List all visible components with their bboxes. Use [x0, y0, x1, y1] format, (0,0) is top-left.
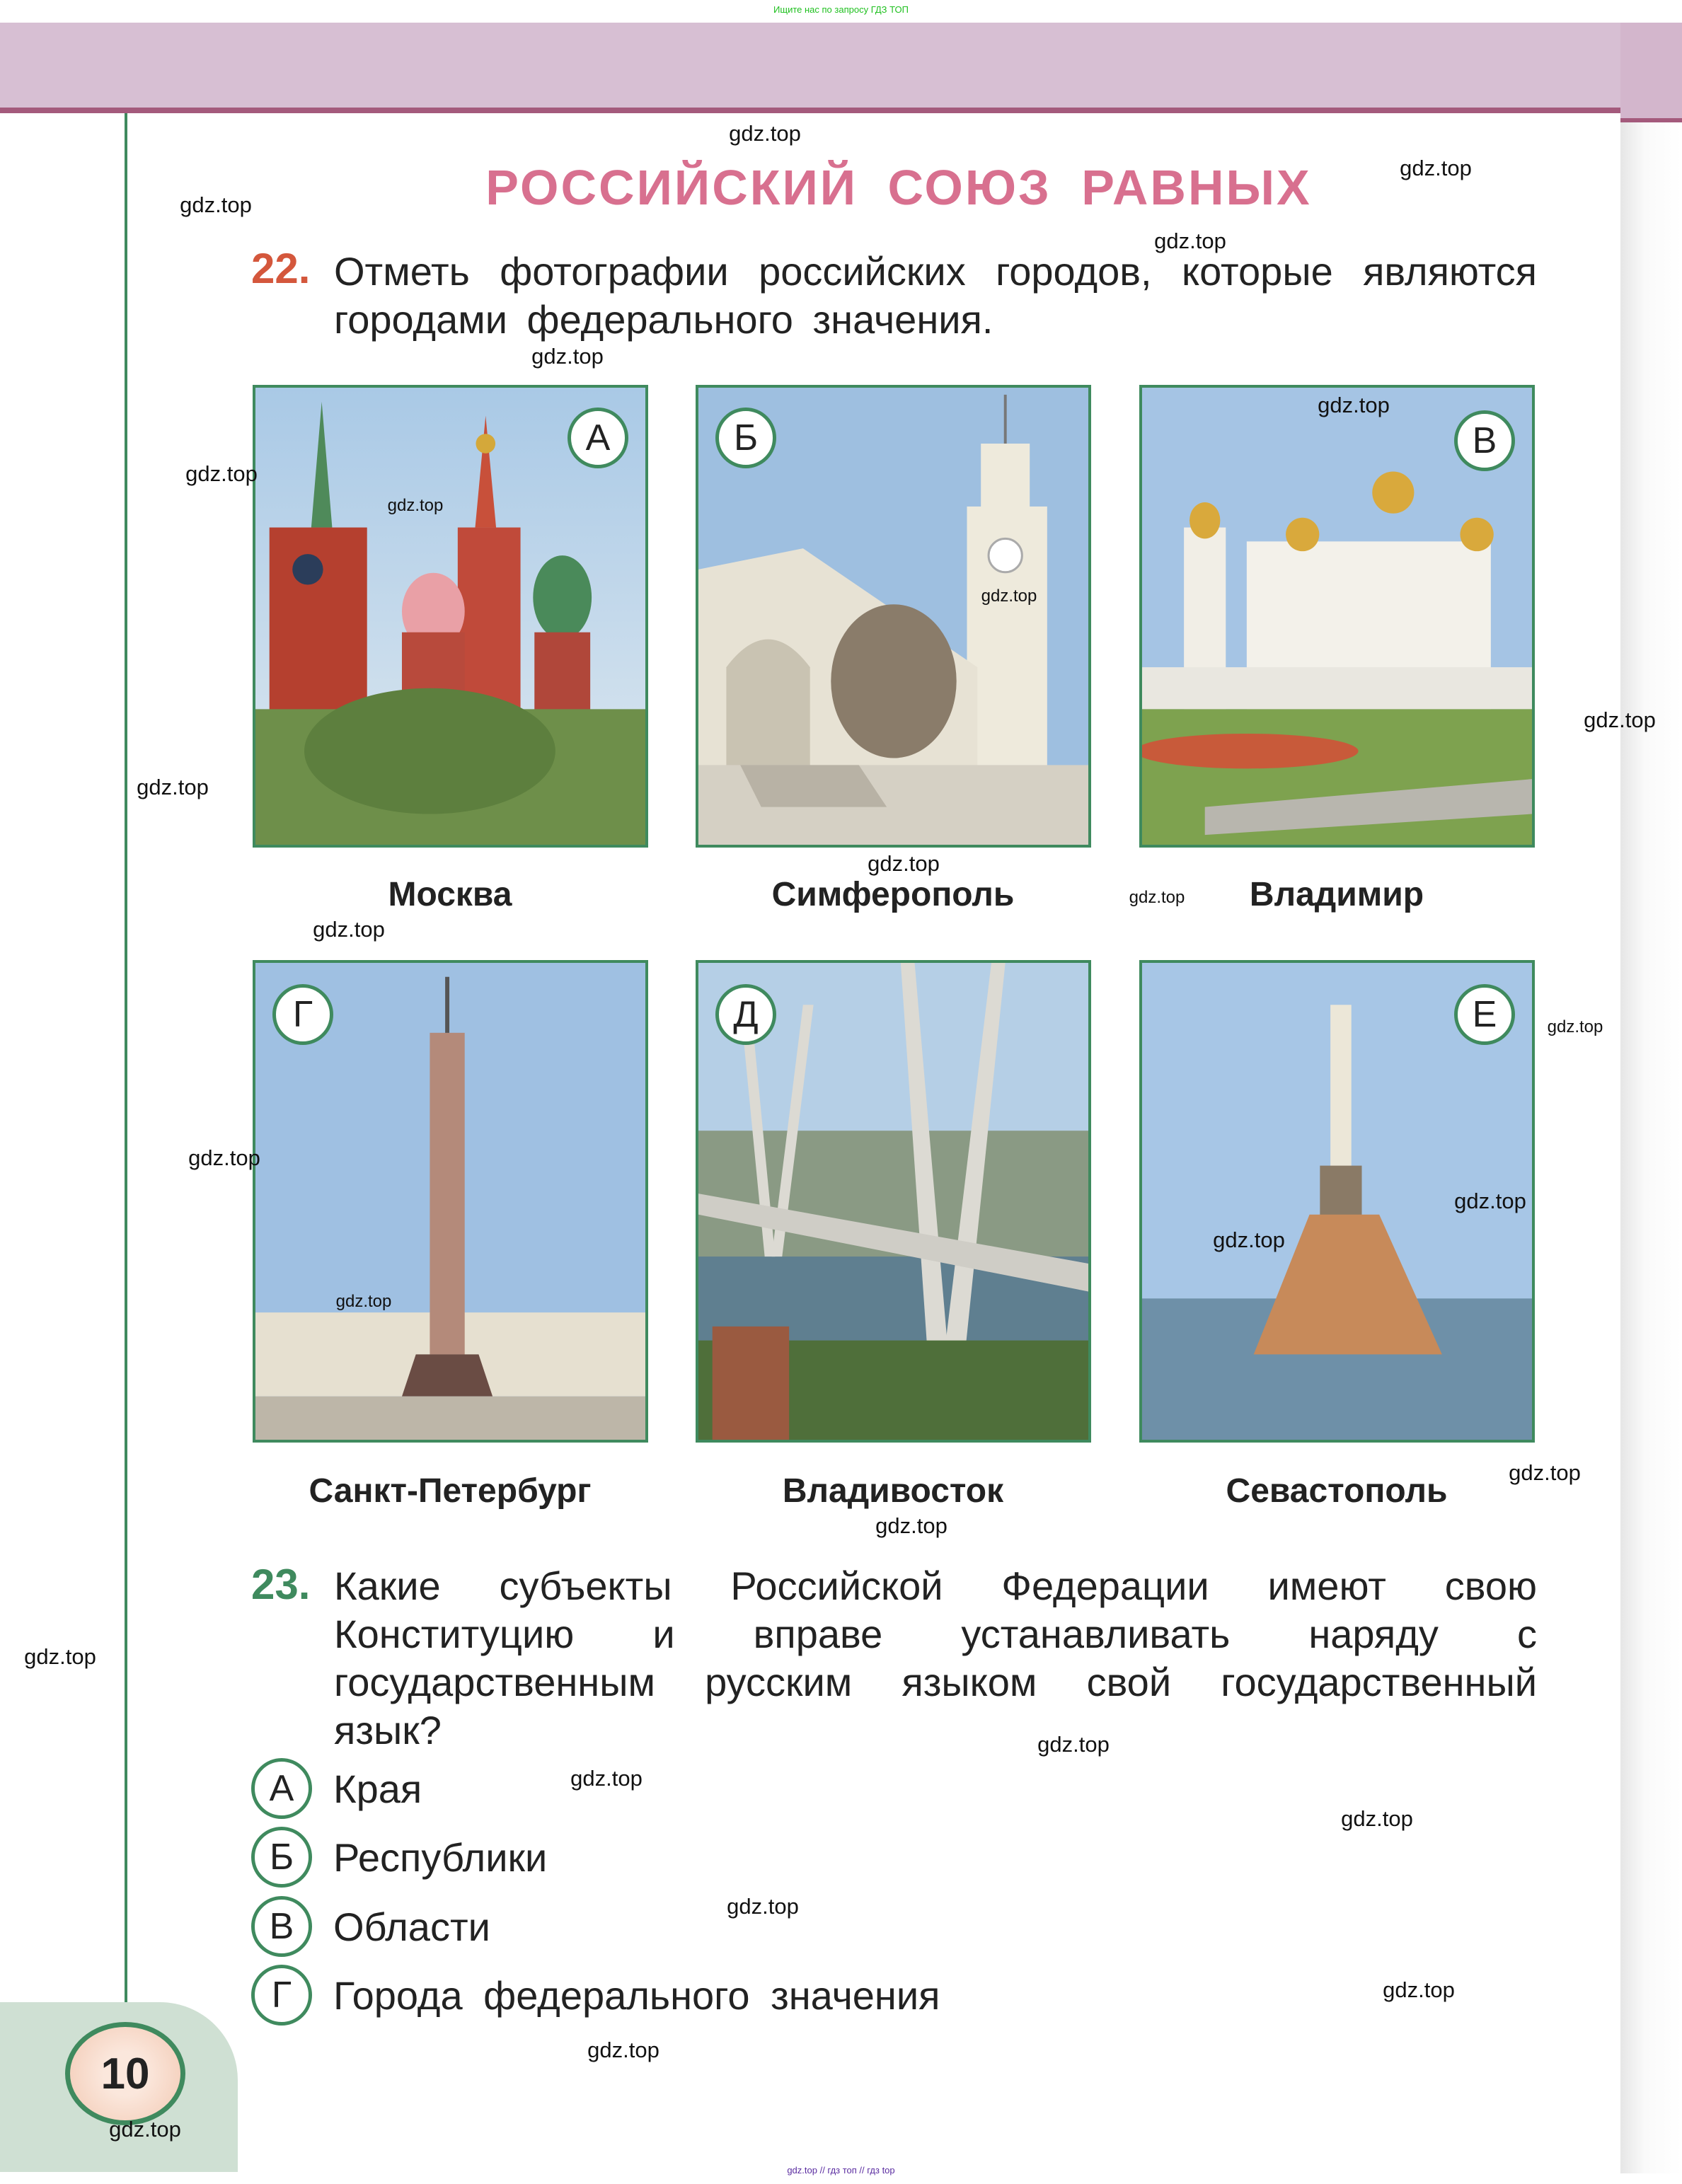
option-g[interactable]	[251, 1965, 940, 2026]
photo-letter-e: Е	[1454, 984, 1515, 1045]
option-g-label: Города федерального значения	[333, 1972, 940, 2018]
watermark: gdz.top	[875, 1513, 947, 1538]
watermark: gdz.top	[137, 775, 209, 799]
photo-simferopol[interactable]	[696, 385, 1091, 848]
page-title: РОССИЙСКИЙ СОЮЗ РАВНЫХ	[485, 160, 1312, 215]
watermark: gdz.top	[868, 851, 940, 876]
question-23-text: Какие субъекты Российской Федерации имеют свою Конституцию и вправе устанавливать наряду с государственным русским языком свой государственный язык?	[334, 1564, 1537, 1752]
watermark: gdz.top	[188, 1145, 260, 1170]
watermark: gdz.top	[24, 1644, 96, 1669]
watermark: gdz.top	[1547, 1017, 1603, 1036]
watermark: gdz.top	[387, 496, 444, 515]
watermark: gdz.top	[981, 587, 1037, 606]
question-22-text: Отметь фотографии российских городов, которые являются городами федерального значения.	[334, 249, 1537, 342]
photo-letter-g: Г	[272, 984, 333, 1045]
option-g-circle[interactable]: Г	[251, 1965, 312, 2026]
watermark: gdz.top	[729, 121, 801, 146]
watermark: gdz.top	[531, 344, 604, 369]
watermark: gdz.top	[185, 461, 258, 486]
watermark: gdz.top	[1509, 1460, 1581, 1485]
header-band	[0, 23, 1620, 113]
page-number: 10	[65, 2022, 185, 2125]
page-edge	[1620, 23, 1682, 2173]
option-a[interactable]	[251, 1758, 422, 1819]
watermark: gdz.top	[1318, 393, 1390, 417]
watermark: gdz.top	[727, 1894, 799, 1919]
option-b[interactable]	[251, 1827, 547, 1888]
photo-vladivostok[interactable]	[696, 960, 1091, 1443]
watermark: gdz.top	[570, 1766, 643, 1791]
photo-letter-b: Б	[715, 408, 776, 468]
watermark: gdz.top	[1584, 707, 1656, 732]
watermark: gdz.top	[1154, 229, 1226, 253]
watermark: gdz.top	[1383, 1977, 1455, 2002]
watermark: gdz.top	[180, 192, 252, 217]
photo-saint-petersburg[interactable]	[253, 960, 648, 1443]
bottom-note: gdz.top // гдз топ // гдз top	[787, 2165, 895, 2176]
caption-moscow: Москва	[388, 876, 512, 913]
watermark: gdz.top	[1213, 1227, 1285, 1252]
watermark: gdz.top	[1129, 888, 1185, 907]
photo-moscow[interactable]	[253, 385, 648, 848]
option-b-circle[interactable]: Б	[251, 1827, 312, 1888]
watermark: gdz.top	[587, 2038, 659, 2062]
watermark: gdz.top	[313, 917, 385, 942]
watermark: gdz.top	[1454, 1189, 1526, 1213]
photo-vladimir[interactable]	[1139, 385, 1535, 848]
watermark: gdz.top	[1400, 156, 1472, 180]
watermark: gdz.top	[335, 1292, 392, 1311]
photo-letter-d: Д	[715, 984, 776, 1045]
photo-letter-a: А	[568, 408, 628, 468]
page-edge-header	[1620, 23, 1682, 122]
option-v[interactable]	[251, 1896, 490, 1957]
top-search-note: Ищите нас по запросу ГДЗ ТОП	[773, 4, 909, 15]
watermark: gdz.top	[109, 2117, 181, 2142]
option-a-label: Края	[333, 1766, 422, 1811]
question-23-number: 23.	[251, 1561, 311, 1608]
caption-saint-petersburg: Санкт-Петербург	[309, 1472, 592, 1510]
option-b-label: Республики	[333, 1835, 548, 1880]
option-v-circle[interactable]: В	[251, 1896, 312, 1957]
caption-vladivostok: Владивосток	[782, 1472, 1004, 1510]
option-v-label: Области	[333, 1904, 490, 1949]
caption-simferopol: Симферополь	[771, 876, 1015, 913]
watermark: gdz.top	[1341, 1806, 1413, 1831]
caption-vladimir: Владимир	[1249, 876, 1424, 913]
watermark: gdz.top	[1037, 1732, 1110, 1757]
option-a-circle[interactable]: А	[251, 1758, 312, 1819]
margin-line	[125, 113, 127, 2045]
caption-sevastopol: Севастополь	[1226, 1472, 1448, 1510]
photo-letter-v: В	[1454, 410, 1515, 471]
question-22-number: 22.	[251, 245, 311, 292]
